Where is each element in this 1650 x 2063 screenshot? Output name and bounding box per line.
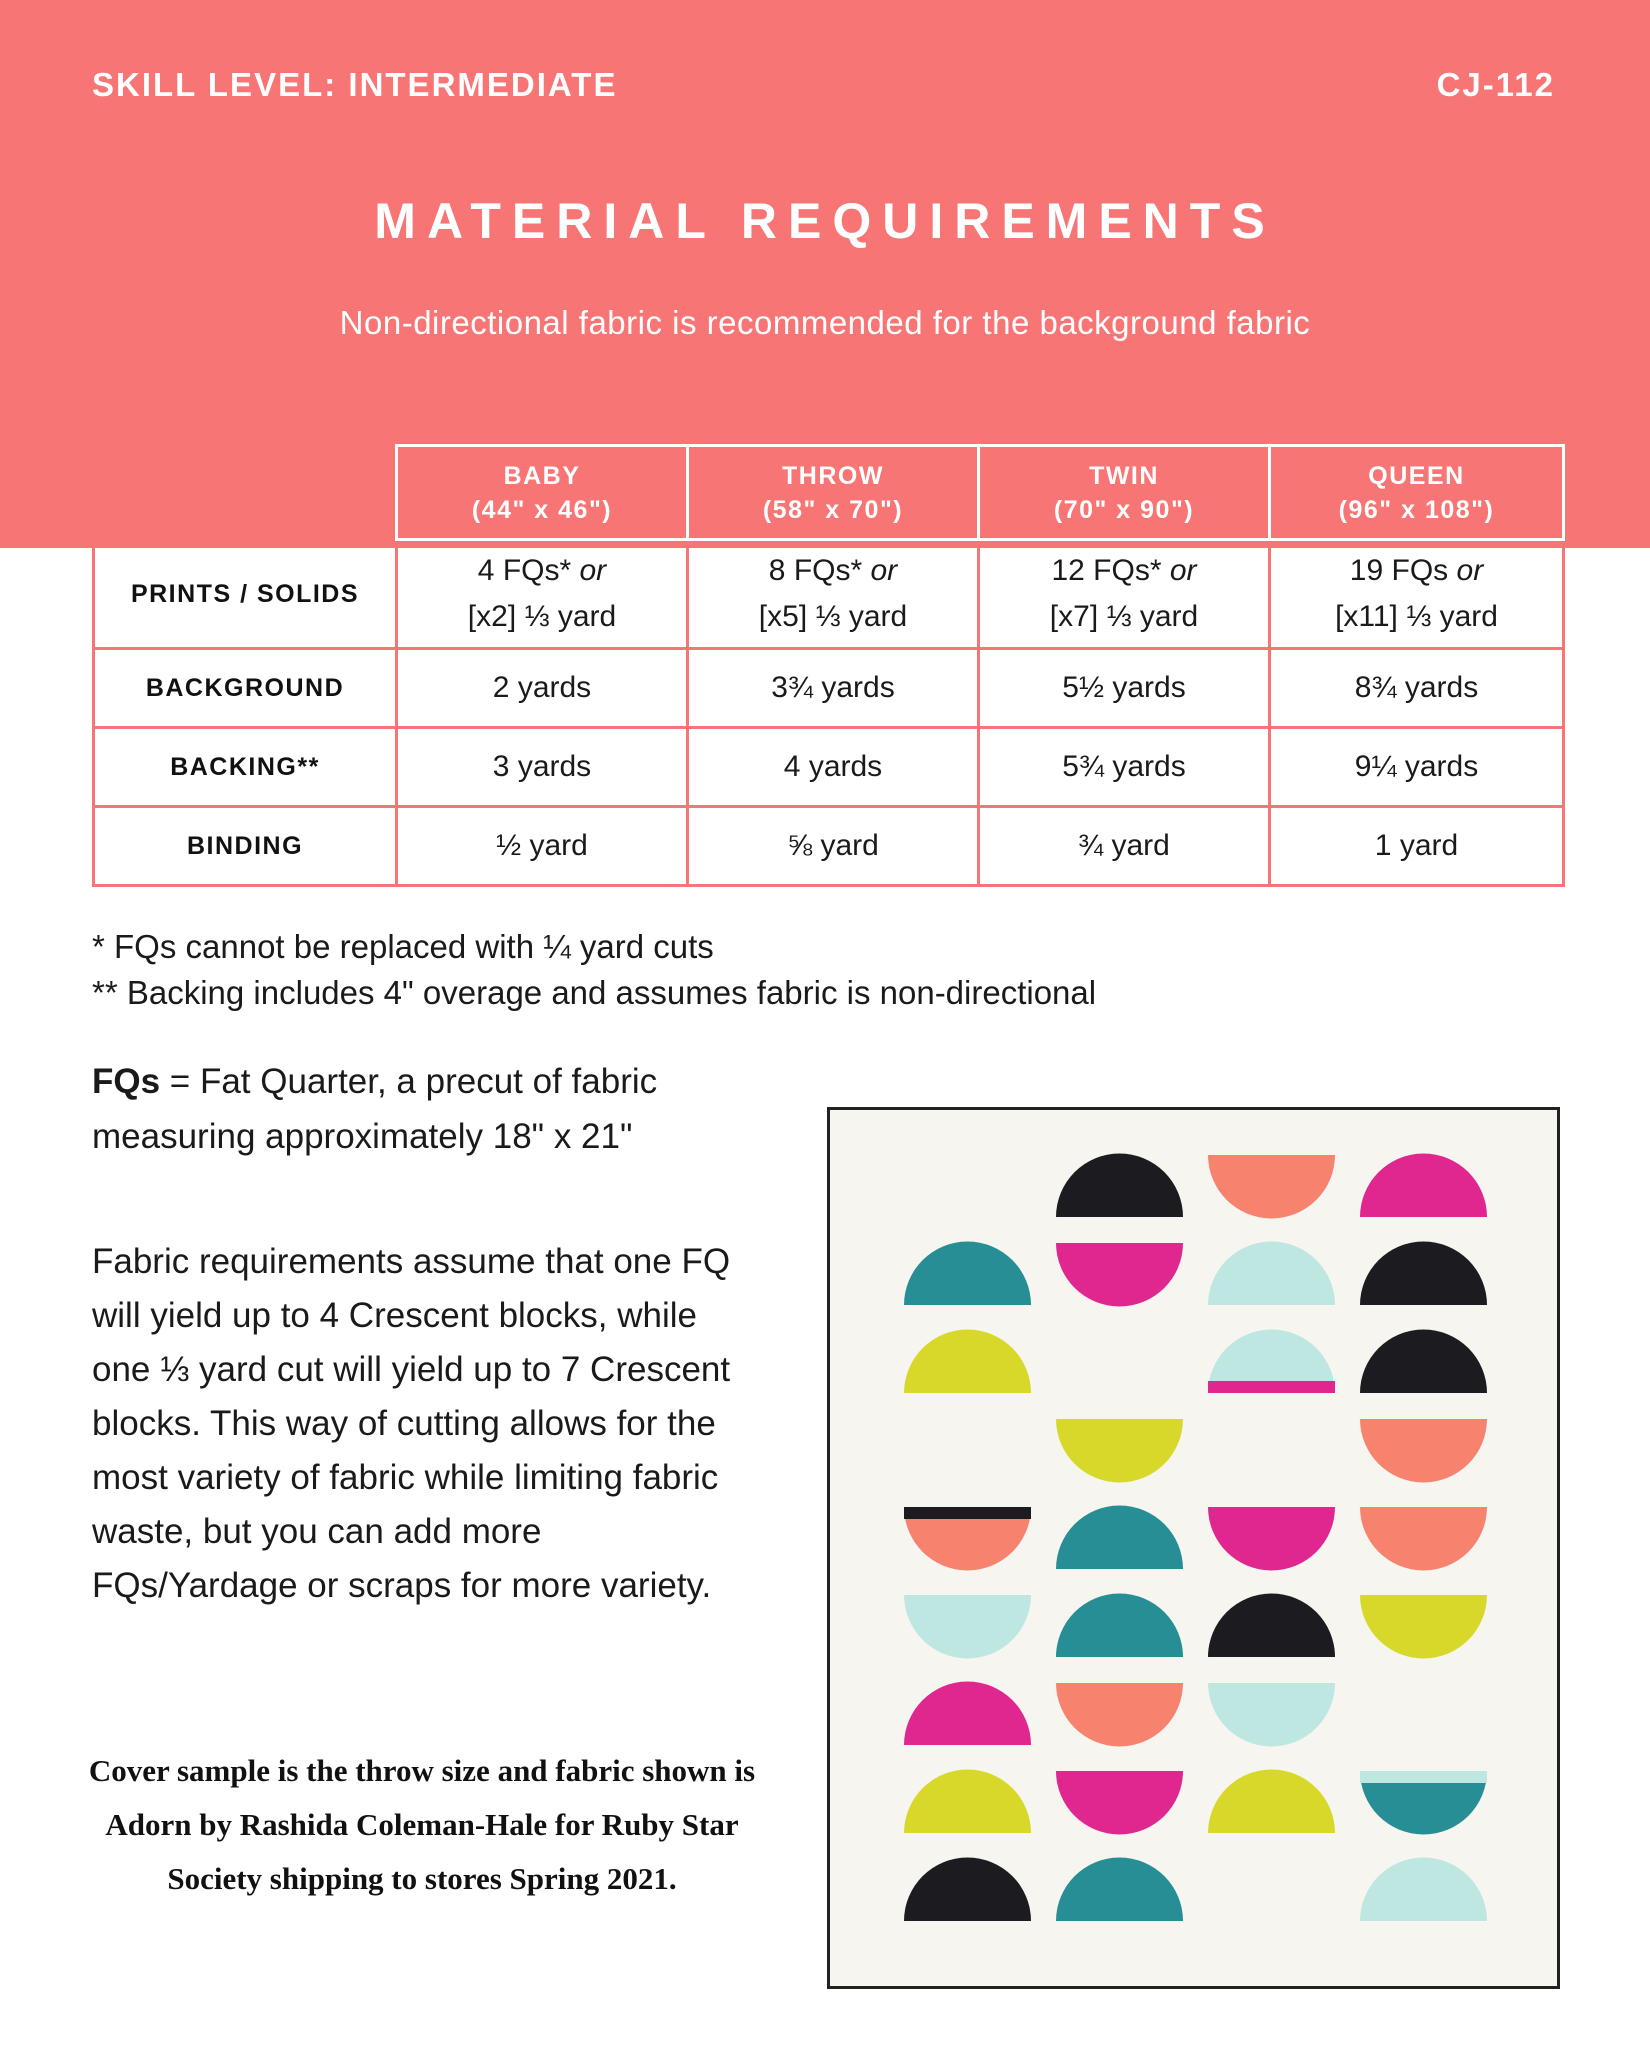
table-cell: 3¾ yards bbox=[688, 649, 979, 728]
or-text: or bbox=[579, 554, 607, 587]
table-cell: 1 yard bbox=[1270, 807, 1564, 886]
cover-sample-note: Cover sample is the throw size and fabric shown is Adorn by Rashida Coleman-Hale for Ruby Star Society shipping to stores Spring 2021. bbox=[88, 1753, 756, 1896]
table-cell: 2 yards bbox=[397, 649, 688, 728]
page-title: MATERIAL REQUIREMENTS bbox=[374, 193, 1276, 249]
table-row bbox=[94, 540, 1564, 649]
table-cell: ¾ yard bbox=[979, 807, 1270, 886]
row-label-background: BACKGROUND bbox=[94, 649, 397, 728]
crescent-block bbox=[1208, 1683, 1335, 1747]
yard-cut: [x11] ⅓ yard bbox=[1335, 600, 1498, 633]
size-header-baby bbox=[397, 446, 688, 540]
size-dims: (96" x 108") bbox=[1338, 495, 1495, 524]
size-dims: (70" x 90") bbox=[1053, 495, 1195, 524]
crescent-block bbox=[1056, 1858, 1183, 1922]
crescent-block bbox=[1208, 1155, 1335, 1219]
table-cell: 8¾ yards bbox=[1270, 649, 1564, 728]
crescent-block bbox=[1208, 1594, 1335, 1658]
crescent-block bbox=[1360, 1507, 1487, 1571]
size-name: QUEEN bbox=[1368, 461, 1465, 490]
footnote-fq: * FQs cannot be replaced with ¼ yard cuts bbox=[92, 928, 714, 965]
crescent-block bbox=[1360, 1858, 1487, 1922]
table-cell: 5½ yards bbox=[979, 649, 1270, 728]
skill-level-label: SKILL LEVEL: INTERMEDIATE bbox=[92, 66, 618, 103]
table-row bbox=[94, 807, 1564, 886]
size-header-queen bbox=[1270, 446, 1564, 540]
footnotes bbox=[92, 924, 1096, 1016]
or-text: or bbox=[1169, 554, 1197, 587]
table-row bbox=[94, 728, 1564, 807]
page-subtitle: Non-directional fabric is recommended for the background fabric bbox=[339, 304, 1311, 341]
size-name: BABY bbox=[503, 461, 581, 490]
crescent-block bbox=[1056, 1771, 1183, 1835]
crescent-block bbox=[1208, 1242, 1335, 1306]
table-cell bbox=[688, 540, 979, 649]
crescent-block bbox=[1360, 1419, 1487, 1483]
size-dims: (44" x 46") bbox=[471, 495, 613, 524]
table-cell: ⅝ yard bbox=[688, 807, 979, 886]
quilt-illustration bbox=[830, 1110, 1557, 1986]
fq-definition bbox=[92, 1054, 752, 1164]
crescent-block bbox=[1360, 1242, 1487, 1306]
table-cell: 4 yards bbox=[688, 728, 979, 807]
crescent-block bbox=[1056, 1243, 1183, 1307]
crescent-block bbox=[1208, 1770, 1335, 1834]
row-label-binding: BINDING bbox=[94, 807, 397, 886]
table-row bbox=[94, 649, 1564, 728]
table-cell bbox=[1270, 540, 1564, 649]
crescent-block bbox=[1360, 1330, 1487, 1394]
row-label-prints: PRINTS / SOLIDS bbox=[94, 540, 397, 649]
crescent-block bbox=[904, 1770, 1031, 1833]
fq-count: 8 FQs* bbox=[768, 554, 863, 587]
crescent-block bbox=[904, 1330, 1031, 1393]
size-header-throw bbox=[688, 446, 979, 540]
crescent-block bbox=[1056, 1154, 1183, 1218]
crescent-strip bbox=[1360, 1771, 1487, 1783]
table-cell: ½ yard bbox=[397, 807, 688, 886]
crescent-block bbox=[904, 1858, 1031, 1921]
crescent-block bbox=[904, 1242, 1031, 1305]
crescent-block bbox=[904, 1595, 1031, 1658]
crescent-block bbox=[1056, 1419, 1183, 1483]
yard-cut: [x7] ⅓ yard bbox=[1049, 600, 1199, 633]
or-text: or bbox=[1456, 554, 1484, 587]
crescent-block bbox=[1360, 1595, 1487, 1659]
crescent-strip bbox=[904, 1507, 1031, 1519]
size-dims: (58" x 70") bbox=[762, 495, 904, 524]
yard-cut: [x5] ⅓ yard bbox=[758, 600, 908, 633]
table-cell: 5¾ yards bbox=[979, 728, 1270, 807]
crescent-block bbox=[1056, 1683, 1183, 1747]
table-cell: 9¼ yards bbox=[1270, 728, 1564, 807]
table-cell bbox=[397, 540, 688, 649]
crescent-block bbox=[904, 1682, 1031, 1745]
or-text: or bbox=[870, 554, 898, 587]
table-cell bbox=[979, 540, 1270, 649]
footnote-backing: ** Backing includes 4" overage and assumes fabric is non-directional bbox=[92, 974, 1097, 1011]
pattern-code: CJ-112 bbox=[1436, 66, 1555, 103]
row-label-backing: BACKING** bbox=[94, 728, 397, 807]
table-cell: 3 yards bbox=[397, 728, 688, 807]
table-corner bbox=[94, 446, 397, 540]
crescent-block bbox=[1056, 1506, 1183, 1570]
crescent-block bbox=[1208, 1507, 1335, 1571]
quilt-cover-image bbox=[827, 1107, 1560, 1989]
yard-cut: [x2] ⅓ yard bbox=[467, 600, 617, 633]
size-name: THROW bbox=[782, 461, 884, 490]
fq-definition-text: = Fat Quarter, a precut of fabric measuring approximately 18" x 21" bbox=[92, 1062, 658, 1156]
fq-count: 12 FQs* bbox=[1051, 554, 1162, 587]
yield-paragraph: Fabric requirements assume that one FQ will yield up to 4 Crescent blocks, while one ⅓ yard cut will yield up to 7 Crescent blocks. This way of cutting allows for the most variety of fabric while limiting fabric waste, but you can add more FQs/Yardage or scraps for more variety. bbox=[92, 1242, 731, 1605]
fq-count: 19 FQs bbox=[1349, 554, 1449, 587]
fq-count: 4 FQs* bbox=[477, 554, 572, 587]
crescent-strip bbox=[1208, 1381, 1335, 1393]
fq-term: FQs bbox=[92, 1062, 161, 1101]
crescent-block bbox=[1056, 1594, 1183, 1658]
crescent-block bbox=[1360, 1154, 1487, 1218]
size-name: TWIN bbox=[1089, 461, 1159, 490]
material-requirements-table bbox=[92, 444, 1565, 887]
size-header-twin bbox=[979, 446, 1270, 540]
